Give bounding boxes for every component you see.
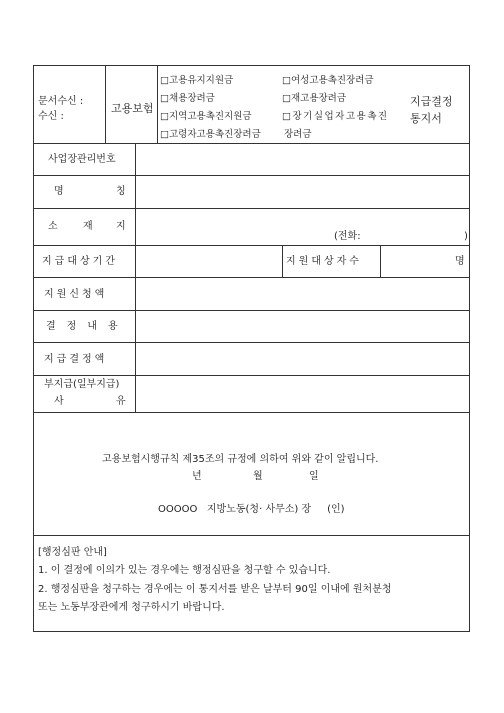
nonpayment-label: 부지급(일부지급) bbox=[44, 379, 120, 390]
applied-amount-label: 지원신청액 bbox=[44, 289, 108, 300]
decision-label: 결정내용 bbox=[46, 321, 129, 332]
workplace-number-label: 사업장관리번호 bbox=[48, 154, 116, 165]
divider bbox=[282, 246, 283, 278]
headcount-unit: 명 bbox=[455, 256, 465, 267]
phone-close: ) bbox=[464, 231, 468, 242]
appeal-heading: [행정심판 안내] bbox=[38, 547, 107, 558]
name-label-a: 명 bbox=[54, 186, 64, 197]
row-decision bbox=[34, 310, 469, 342]
option-women-employment: □여성고용촉진장려금 bbox=[282, 75, 374, 86]
divider bbox=[135, 343, 136, 376]
notice-month: 월 bbox=[253, 471, 263, 482]
notice-form bbox=[33, 65, 470, 632]
divider bbox=[135, 144, 136, 176]
divider bbox=[157, 66, 158, 143]
divider bbox=[135, 209, 136, 246]
reason-label-b: 유 bbox=[116, 396, 126, 407]
row-nonpayment-reason bbox=[34, 375, 469, 412]
row-location bbox=[34, 208, 469, 245]
form-title-sub: 통지서 bbox=[410, 112, 442, 125]
location-label-c: 지 bbox=[116, 221, 126, 232]
headcount-label: 지원대상자수 bbox=[286, 256, 362, 267]
divider bbox=[135, 176, 136, 209]
location-label-b: 재 bbox=[83, 221, 93, 232]
divider bbox=[135, 246, 136, 278]
form-title: 지급결정 bbox=[410, 95, 453, 108]
notice-block bbox=[34, 412, 469, 535]
appeal-guidance bbox=[34, 535, 469, 631]
phone-label: (전화: bbox=[334, 231, 361, 242]
recipient-sub-label: 수신 : bbox=[38, 111, 64, 122]
option-elderly-employment: □고령자고용촉진장려금 bbox=[160, 129, 261, 140]
option-regional-employment: □지역고용촉진지원금 bbox=[160, 111, 252, 122]
location-label-a: 소 bbox=[48, 221, 58, 232]
row-decided-amount bbox=[34, 342, 469, 375]
notice-day: 일 bbox=[309, 471, 319, 482]
row-applied-amount bbox=[34, 277, 469, 310]
option-long-term-unemployed-cont: 장려금 bbox=[284, 129, 312, 140]
row-period bbox=[34, 245, 469, 277]
decided-amount-label: 지급결정액 bbox=[44, 354, 108, 365]
notice-statement: 고용보험시행규칙 제35조의 규정에 의하여 위와 같이 알립니다. bbox=[102, 454, 379, 465]
divider bbox=[135, 278, 136, 311]
appeal-item-2-cont: 또는 노동부장관에게 청구하시기 바랍니다. bbox=[38, 602, 225, 613]
divider bbox=[135, 311, 136, 343]
issuing-office: OOOOO 지방노동(청· 사무소) 장 (인) bbox=[158, 504, 345, 515]
period-label: 지급대상기간 bbox=[42, 256, 118, 267]
appeal-item-1: 1. 이 결정에 이의가 있는 경우에는 행정심판을 청구할 수 있습니다. bbox=[38, 565, 331, 576]
name-label-b: 칭 bbox=[116, 186, 126, 197]
option-long-term-unemployed: □장기실업자고용촉진 bbox=[282, 111, 389, 122]
reason-label-a: 사 bbox=[54, 396, 64, 407]
row-name bbox=[34, 175, 469, 208]
option-rehiring-subsidy: □재고용장려금 bbox=[282, 93, 347, 104]
divider bbox=[135, 376, 136, 413]
insurance-category: 고용보험 bbox=[111, 102, 154, 115]
divider bbox=[105, 66, 106, 143]
divider bbox=[380, 246, 381, 278]
row-workplace-number bbox=[34, 143, 469, 175]
notice-year: 년 bbox=[192, 471, 202, 482]
recipient-label: 문서수신 : bbox=[38, 96, 84, 107]
option-employment-retention: □고용유지지원금 bbox=[160, 75, 234, 86]
appeal-item-2: 2. 행정심판을 청구하는 경우에는 이 통지서를 받은 날부터 90일 이내에 원처분청 bbox=[38, 584, 392, 595]
option-hiring-subsidy: □채용장려금 bbox=[160, 93, 215, 104]
